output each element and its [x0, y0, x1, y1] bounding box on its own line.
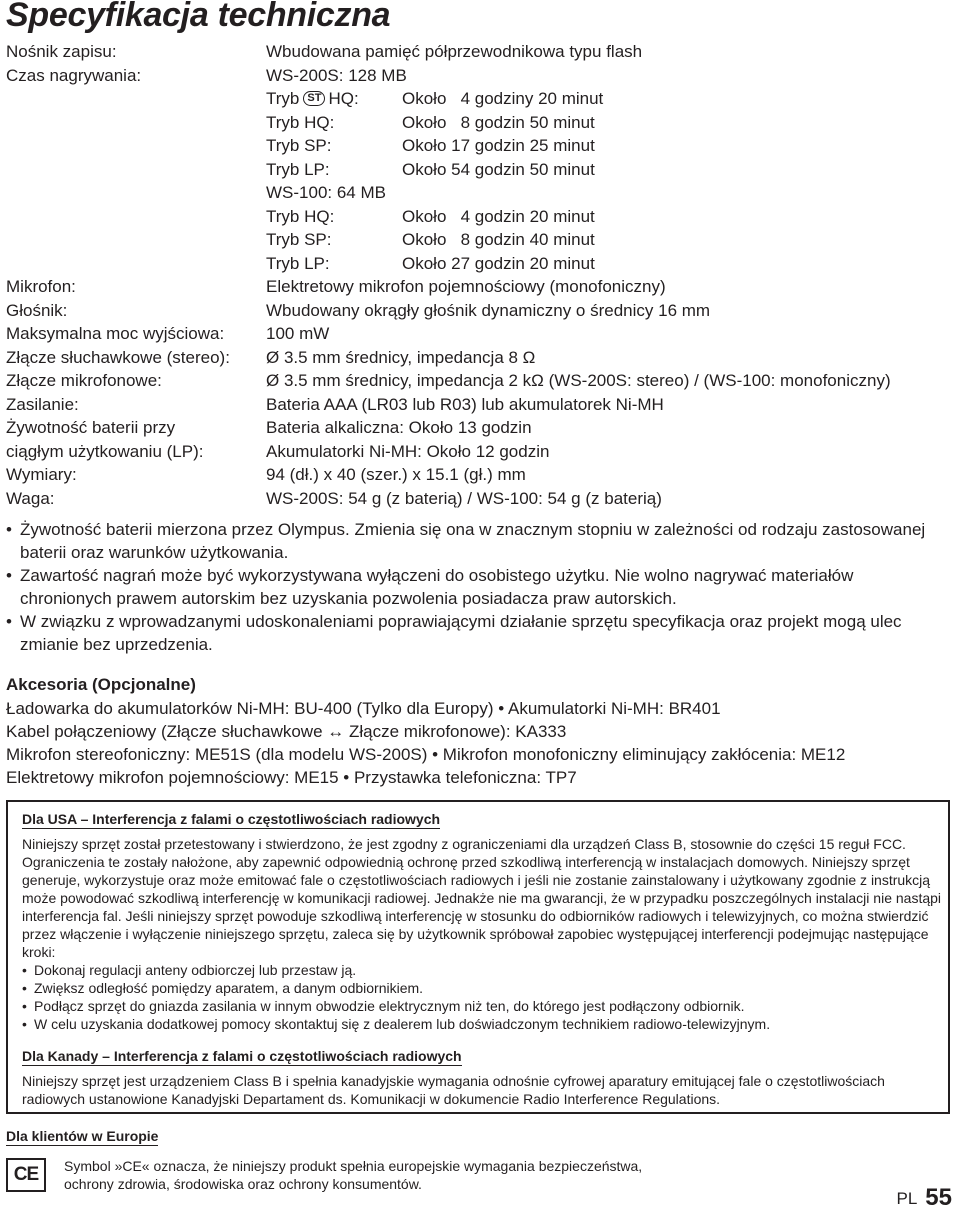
page-language: PL — [896, 1189, 918, 1208]
spec-row — [6, 463, 956, 487]
spec-row — [6, 393, 956, 417]
europe-heading: Dla klientów w Europie — [6, 1128, 159, 1144]
spec-row — [6, 322, 956, 346]
spec-row — [6, 299, 956, 323]
note-item: • Zawartość nagrań może być wykorzystywana wyłączeni do osobistego użytku. Nie wolno nagrywać materiałów chronionych prawem autorskim bez uzyskania pozwolenia posiadacza praw autorskich. — [6, 564, 946, 610]
note-item: • W związku z wprowadzanymi udoskonaleniami poprawiającymi działanie sprzętu specyfikacja oraz projekt mogą ulec zmianie bez uprzedzenia. — [6, 610, 946, 656]
spec-label: Zasilanie: — [6, 394, 79, 414]
spec-label: Mikrofon: — [6, 277, 76, 296]
spec-value: Tryb LP: — [266, 253, 330, 273]
spec-value: Wbudowany okrągły głośnik dynamiczny o średnicy 16 mm — [266, 300, 711, 320]
spec-time: Około 27 godzin 20 minut — [402, 253, 595, 273]
spec-value: Ø 3.5 mm średnicy, impedancja 8 Ω — [266, 347, 536, 367]
ce-mark-icon: CE — [6, 1158, 46, 1192]
canada-heading: Dla Kanady – Interferencja z falami o częstotliwościach radiowych — [22, 1048, 462, 1064]
spec-time: Około 17 godzin 25 minut — [402, 136, 595, 155]
spec-row — [6, 416, 956, 440]
spec-row — [6, 228, 956, 252]
spec-value: Tryb SP: — [266, 230, 332, 249]
accessories-heading: Akcesoria (Opcjonalne) — [6, 675, 196, 694]
spec-label: Złącze mikrofonowe: — [6, 371, 162, 390]
spec-value: Bateria AAA (LR03 lub R03) lub akumulatorek Ni-MH — [266, 394, 664, 414]
spec-row — [6, 111, 956, 135]
spec-value: Tryb HQ: — [266, 206, 335, 226]
spec-row — [6, 40, 956, 64]
spec-time: Około 8 godzin 40 minut — [402, 230, 595, 249]
spec-value-mode: Tryb — [266, 89, 300, 108]
spec-value: WS-100: 64 MB — [266, 183, 386, 202]
spec-value: 100 mW — [266, 324, 330, 343]
spec-label: Złącze słuchawkowe (stereo): — [6, 347, 230, 367]
europe-text — [64, 1157, 642, 1193]
spec-value: WS-200S: 128 MB — [266, 65, 407, 85]
accessories-list — [6, 697, 845, 789]
spec-time: Około 54 godzin 50 minut — [402, 159, 595, 179]
accessory-line: Ładowarka do akumulatorków Ni-MH: BU-400 (Tylko dla Europy) • Akumulatorki Ni-MH: BR401 — [6, 699, 721, 718]
spec-row — [6, 346, 956, 370]
page-title: Specyfikacja techniczna — [6, 0, 391, 34]
spec-row — [6, 181, 956, 205]
spec-label: Wymiary: — [6, 465, 77, 484]
spec-value-quality: HQ: — [328, 89, 359, 108]
europe-text-line: ochrony zdrowia, środowiska oraz ochrony konsumentów. — [64, 1176, 422, 1192]
spec-row — [6, 440, 956, 464]
spec-value: 94 (dł.) x 40 (szer.) x 15.1 (gł.) mm — [266, 465, 526, 484]
spec-row — [6, 369, 956, 393]
spec-time: Około 8 godzin 50 minut — [402, 112, 595, 132]
europe-text-line: Symbol »CE« oznacza, że niniejszy produkt spełnia europejskie wymagania bezpieczeństwa, — [64, 1158, 643, 1174]
spec-label: Żywotność baterii przy — [6, 418, 176, 437]
usa-bullet: • W celu uzyskania dodatkowej pomocy skontaktuj się z dealerem lub doświadczonym technikiem radiowo-telewizyjnym. — [22, 1015, 948, 1033]
usa-heading: Dla USA – Interferencja z falami o częstotliwościach radiowych — [22, 811, 441, 827]
spec-row — [6, 252, 956, 276]
usa-bullet: • Podłącz sprzęt do gniazda zasilania w innym obwodzie elektrycznym niż ten, do którego jest podłączony odbiornik. — [22, 997, 948, 1015]
interference-box — [6, 800, 950, 1114]
spec-label: ciągłym użytkowaniu (LP): — [6, 441, 204, 461]
spec-time: Około 4 godziny 20 minut — [402, 89, 604, 108]
spec-row — [6, 158, 956, 182]
note-item: • Żywotność baterii mierzona przez Olympus. Zmienia się ona w znacznym stopniu w zależności od rodzaju zastosowanej baterii oraz warunków użytkowania. — [6, 518, 946, 564]
accessory-line: Elektretowy mikrofon pojemnościowy: ME15 • Przystawka telefoniczna: TP7 — [6, 768, 577, 787]
accessory-line: Mikrofon stereofoniczny: ME51S (dla modelu WS-200S) • Mikrofon monofoniczny eliminujący zakłócenia: ME12 — [6, 745, 846, 764]
notes-list — [6, 518, 946, 656]
spec-time: Około 4 godzin 20 minut — [402, 206, 595, 226]
spec-row — [6, 487, 956, 511]
spec-row — [6, 64, 956, 88]
page-number — [897, 1184, 953, 1212]
spec-value: Ø 3.5 mm średnicy, impedancja 2 kΩ (WS-200S: stereo) / (WS-100: monofoniczny) — [266, 371, 891, 390]
spec-row — [6, 275, 956, 299]
spec-label: Waga: — [6, 488, 55, 508]
spec-label: Maksymalna moc wyjściowa: — [6, 324, 225, 343]
usa-bullet: • Dokonaj regulacji anteny odbiorczej lub przestaw ją. — [22, 961, 948, 979]
usa-bullet: • Zwiększ odległość pomiędzy aparatem, a danym odbiornikiem. — [22, 979, 948, 997]
spec-label: Czas nagrywania: — [6, 65, 142, 85]
usa-text: Niniejszy sprzęt został przetestowany i stwierdzono, że jest zgodny z ograniczeniami dla urządzeń Class B, stosownie do części 15 reguł FCC. Ograniczenia te zostały nałożone, aby zapewnić odpowiednią ochronę przed szkodliwą interferencją w instalacjach domowych. Niniejszy sprzęt generuje, wykorzystuje oraz może emitować fale o częstotliwościach radiowych i jeśli nie zostanie zainstalowany i użytkowany zgodnie z instrukcją może powodować szkodliwą interferencję w komunikacji radiowej. Jednakże nie ma gwarancji, że w przypadku poszczególnych instalacji nie nastąpi interferencja fal. Jeśli niniejszy sprzęt powoduje szkodliwą interferencję w stosunku do odbiorników radiowych i telewizyjnych, co można stwierdzić przez włączenie i wyłączenie niniejszego sprzętu, zaleca się by użytkownik spróbował zapobiec występującej interferencji podejmując następujące kroki: — [22, 836, 942, 960]
spec-table — [6, 40, 956, 510]
spec-row — [6, 134, 956, 158]
spec-row — [6, 205, 956, 229]
spec-row — [6, 87, 956, 111]
spec-value: Tryb SP: — [266, 136, 332, 155]
spec-value: Tryb LP: — [266, 159, 330, 179]
spec-value: Tryb HQ: — [266, 112, 335, 132]
canada-text: Niniejszy sprzęt jest urządzeniem Class B i spełnia kanadyjskie wymagania odnośnie cyfrowej aparatury emitującej fale o częstotliwościach radiowych ustanowione Kanadyjski Departament ds. Komunikacji w dokumencie Radio Interference Regulations. — [22, 1073, 885, 1107]
spec-label: Nośnik zapisu: — [6, 42, 117, 61]
page-number-value: 55 — [925, 1184, 952, 1211]
accessory-line: Kabel połączeniowy (Złącze słuchawkowe ↔ Złącze mikrofonowe): KA333 — [6, 722, 567, 741]
spec-value: Bateria alkaliczna: Około 13 godzin — [266, 418, 532, 437]
spec-value — [266, 87, 359, 111]
spec-label: Głośnik: — [6, 300, 68, 320]
spec-value: Wbudowana pamięć półprzewodnikowa typu flash — [266, 42, 643, 61]
spec-value: Elektretowy mikrofon pojemnościowy (monofoniczny) — [266, 277, 666, 296]
spec-value: WS-200S: 54 g (z baterią) / WS-100: 54 g (z baterią) — [266, 488, 662, 508]
stereo-icon: ST — [303, 91, 325, 106]
spec-value: Akumulatorki Ni-MH: Około 12 godzin — [266, 441, 550, 461]
